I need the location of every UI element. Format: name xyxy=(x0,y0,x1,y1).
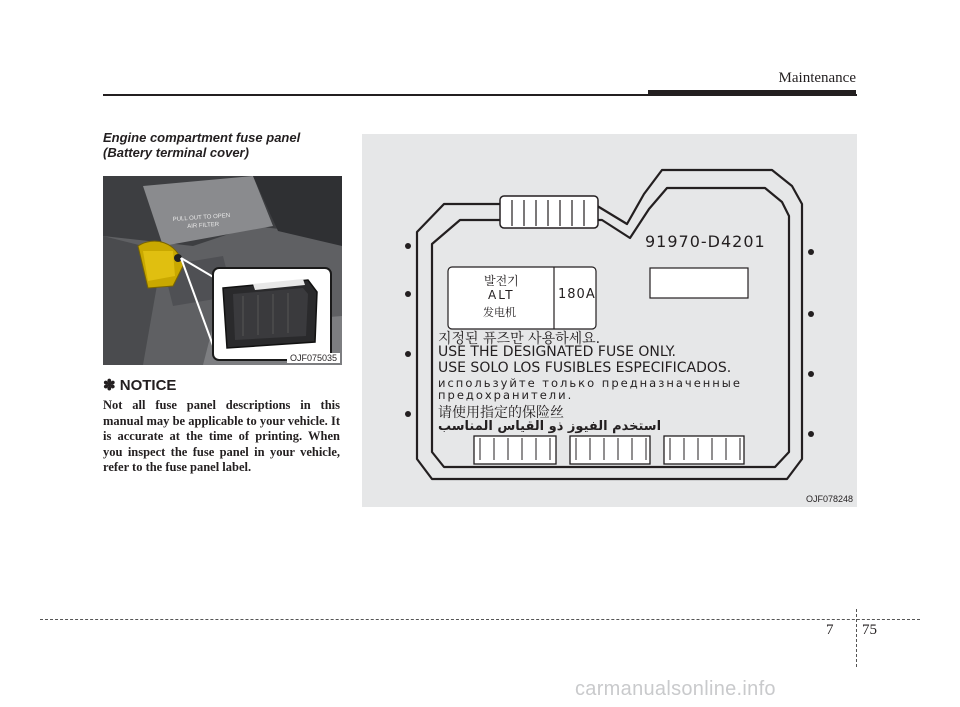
page-number: 75 xyxy=(862,622,877,638)
battery-terminal-cover-drawing xyxy=(362,134,857,507)
fuse-korean-name: 발전기 xyxy=(484,274,519,288)
instruction-chinese: 请使用指定的保险丝 xyxy=(438,405,564,421)
photo-sign-line2: AIR FILTER xyxy=(187,221,220,231)
fuse-name: ALT xyxy=(488,288,515,302)
instruction-russian-1: используйте только предназначенные xyxy=(438,376,742,390)
photo-sign-line1: PULL OUT TO OPEN xyxy=(172,213,231,224)
section-title xyxy=(103,130,353,160)
footer-dash-line xyxy=(40,619,920,620)
instruction-english: USE THE DESIGNATED FUSE ONLY. xyxy=(438,344,676,360)
footer-vertical-dash xyxy=(856,609,857,667)
section-title-line2: (Battery terminal cover) xyxy=(103,145,249,160)
notice-title: ✽ NOTICE xyxy=(103,377,177,394)
fuse-chinese-name: 发电机 xyxy=(483,306,516,319)
instruction-korean: 지정된 퓨즈만 사용하세요. xyxy=(438,331,601,347)
instruction-russian-2: предохранители. xyxy=(438,388,574,402)
engine-photo xyxy=(103,176,342,365)
fuse-label-panel xyxy=(362,134,857,507)
header-title: Maintenance xyxy=(778,70,856,86)
label-code: OJF078248 xyxy=(805,494,853,504)
fuse-rating: 180A xyxy=(558,287,596,302)
label-part-number: 91970-D4201 xyxy=(645,232,766,251)
page-chapter: 7 xyxy=(826,622,834,638)
header-tab xyxy=(648,90,856,96)
instruction-spanish: USE SOLO LOS FUSIBLES ESPECIFICADOS. xyxy=(438,360,732,376)
engine-compartment-illustration xyxy=(103,176,342,365)
instruction-arabic: استخدم الفيوز ذو القياس المناسب xyxy=(438,419,662,434)
section-title-line1: Engine compartment fuse panel xyxy=(103,130,301,145)
watermark: carmanualsonline.info xyxy=(575,678,776,700)
photo-code: OJF075035 xyxy=(287,353,340,363)
notice-body: Not all fuse panel descriptions in this manual may be applicable to your vehicle. It is accurate at the time of printing. When you inspect the fuse panel in your vehicle, refer to the fuse panel label. xyxy=(103,398,340,475)
